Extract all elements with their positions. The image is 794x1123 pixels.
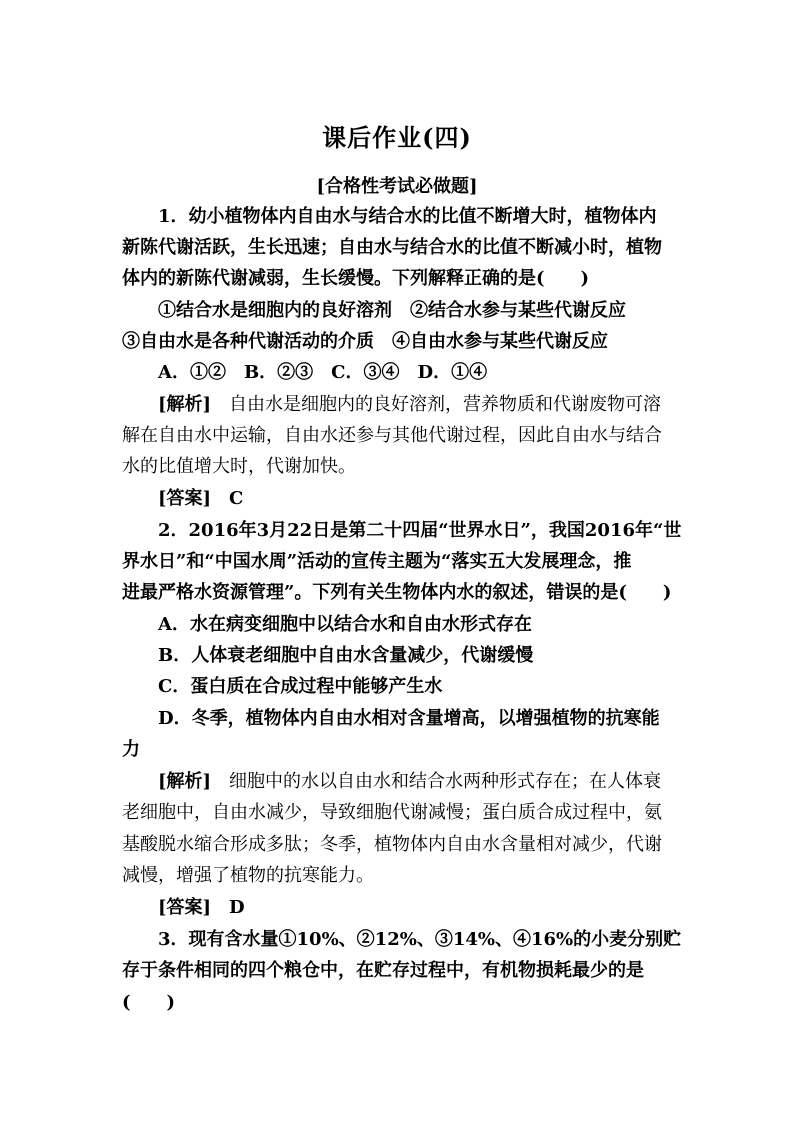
q1-stem-line-1: 1．幼小植物体内自由水与结合水的比值不断增大时，植物体内 xyxy=(158,206,657,227)
q1-statement-line-2: ③自由水是各种代谢活动的介质 ④自由水参与某些代谢反应 xyxy=(122,331,608,352)
q2-analysis-line-3: 基酸脱水缩合形成多肽；冬季，植物体内自由水含量相对减少，代谢 xyxy=(122,834,662,855)
q2-answer-label: [答案] xyxy=(158,897,212,918)
q2-analysis-line-4: 减慢，增强了植物的抗寒能力。 xyxy=(122,865,374,886)
q1-answer-value: C xyxy=(211,488,244,509)
q2-option-d-line-1: D．冬季，植物体内自由水相对含量增高，以增强植物的抗寒能 xyxy=(158,708,660,729)
q3-stem-line-2: 存于条件相同的四个粮仓中，在贮存过程中，有机物损耗最少的是 xyxy=(122,960,644,981)
q2-answer xyxy=(158,893,682,923)
q1-statement-line-1: ①结合水是细胞内的良好溶剂 ②结合水参与某些代谢反应 xyxy=(158,300,626,321)
q2-analysis-line-2: 老细胞中，自由水减少，导致细胞代谢减慢；蛋白质合成过程中，氨 xyxy=(122,802,662,823)
q2-answer-value: D xyxy=(211,897,245,918)
q1-analysis-text: 自由水是细胞内的良好溶剂，营养物质和代谢废物可溶 xyxy=(211,394,662,415)
q2-analysis-text: 细胞中的水以自由水和结合水两种形式存在；在人体衰 xyxy=(211,771,662,792)
q2-option-c: C．蛋白质在合成过程中能够产生水 xyxy=(158,676,443,697)
q2-stem-line-2: 界水日”和“中国水周”活动的宣传主题为“落实五大发展理念，推 xyxy=(122,551,632,572)
q1-answer-label: [答案] xyxy=(158,488,212,509)
q3-stem-line-1: 3．现有含水量①10%、②12%、③14%、④16%的小麦分别贮 xyxy=(158,929,682,950)
q2-option-b: B．人体衰老细胞中自由水含量减少，代谢缓慢 xyxy=(158,645,534,666)
q1-stem-line-3: 体内的新陈代谢减弱，生长缓慢。下列解释正确的是( ) xyxy=(122,268,590,289)
q2-stem-line-1: 2．2016年3月22日是第二十四届“世界水日”，我国2016年“世 xyxy=(158,520,682,541)
q1-analysis-line-2: 解在自由水中运输，自由水还参与其他代谢过程，因此自由水与结合 xyxy=(122,425,662,446)
q1-analysis-label: [解析] xyxy=(158,394,212,415)
q1-analysis-line-3: 水的比值增大时，代谢加快。 xyxy=(122,456,356,477)
q1-options: A．①② B．②③ C．③④ D．①④ xyxy=(158,362,488,383)
q2-analysis-label: [解析] xyxy=(158,771,212,792)
section-heading: [合格性考试必做题] xyxy=(316,176,478,197)
q3-stem-line-3: ( ) xyxy=(122,992,176,1013)
q1-stem-line-2: 新陈代谢活跃，生长迅速；自由水与结合水的比值不断减小时，植物 xyxy=(122,237,662,258)
q2-stem-line-3: 进最严格水资源管理”。下列有关生物体内水的叙述，错误的是( ) xyxy=(122,582,672,603)
q2-analysis-line-1 xyxy=(158,767,682,797)
q1-answer xyxy=(158,484,682,514)
q2-option-a: A．水在病变细胞中以结合水和自由水形式存在 xyxy=(158,614,532,635)
q1-analysis-line-1 xyxy=(158,390,682,420)
page-title: 课后作业(四) xyxy=(322,123,472,152)
q2-option-d-line-2: 力 xyxy=(122,739,140,760)
